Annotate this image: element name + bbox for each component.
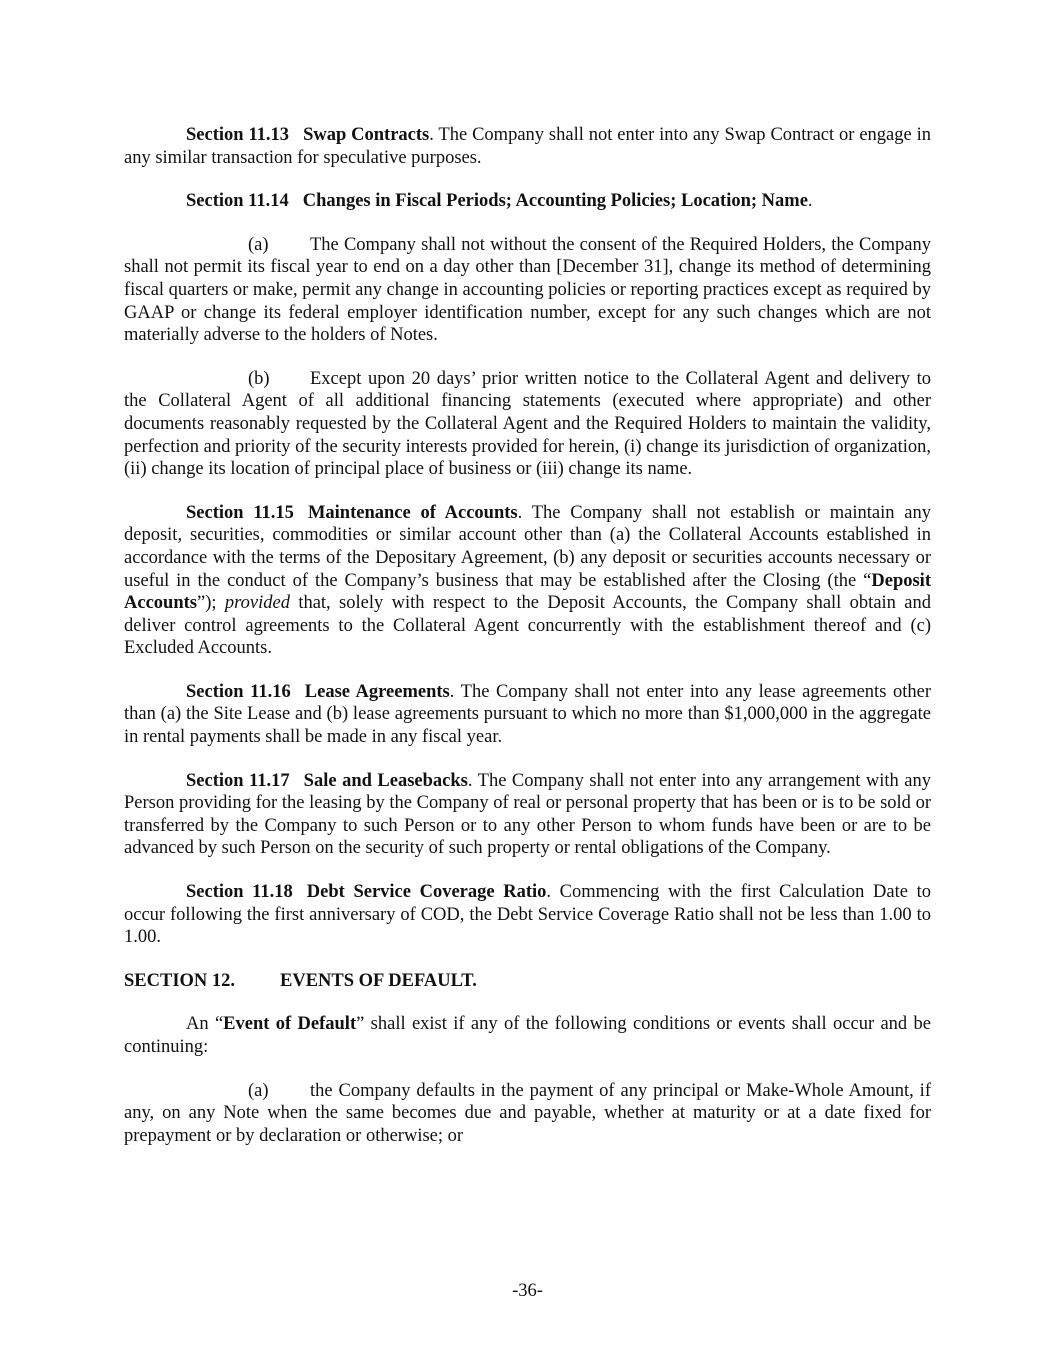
clause-text: The Company shall not without the consent of the Required Holders, the Company shall not permit its fiscal year to end on a day other than [December 31], change its method of determining fiscal quarters or make, permit any change in accounting policies or reporting practices except as required by GAAP or change its federal employer identification number, except for any such changes which are not materially adverse to the holders of Notes. — [124, 234, 931, 346]
section-text: . The Company shall not establish or maintain any deposit, securities, commodities or similar account other than (a) the Collateral Accounts established in accordance with the terms of the Depositary Agreement, (b) any deposit or securities accounts necessary or useful in the conduct of the Company’s business that may be established after the Closing (the “ — [124, 502, 932, 591]
defined-term: Event of Default — [223, 1014, 357, 1035]
section-11-13 — [124, 124, 931, 169]
section-title: EVENTS OF DEFAULT. — [280, 970, 477, 991]
section-number: SECTION 12. — [124, 970, 236, 991]
section-number: Section 11.16 — [186, 681, 291, 702]
section-11-15 — [124, 502, 931, 660]
section-11-17 — [124, 770, 931, 860]
section-title-end: . — [807, 191, 813, 212]
section-title: Debt Service Coverage Ratio — [306, 882, 547, 903]
section-title: Sale and Leasebacks — [303, 770, 468, 791]
section-12-heading — [124, 970, 931, 993]
section-12-intro — [124, 1013, 931, 1058]
section-number: Section 11.15 — [186, 502, 294, 523]
document-page — [124, 124, 931, 1168]
section-text: . The Company shall not enter into any Swap Contract or engage in any similar transaction for speculative purposes. — [124, 125, 932, 168]
section-title: Changes in Fiscal Periods; Accounting Policies; Location; Name — [302, 191, 808, 212]
section-text: . The Company shall not enter into any arrangement with any Person providing for the leasing by the Company of real or personal property that has been or is to be sold or transferred by the Company to such Person or to any other Person to whom funds have been or are to be advanced by such Person on the security of such property or rental obligations of the Company. — [124, 770, 932, 859]
intro-text: ” shall exist if any of the following conditions or events shall occur and be continuing: — [124, 1014, 931, 1057]
section-text: that, solely with respect to the Deposit Accounts, the Company shall obtain and deliver control agreements to the Collateral Agent concurrently with the establishment thereof and (c) Excluded Accounts. — [124, 593, 931, 659]
section-number: Section 11.17 — [186, 770, 290, 791]
section-11-18 — [124, 881, 931, 949]
clause-label: (a) — [248, 1080, 269, 1101]
section-11-14-a — [124, 234, 931, 347]
clause-label: (a) — [248, 234, 269, 255]
section-text: . The Company shall not enter into any lease agreements other than (a) the Site Lease and (b) lease agreements pursuant to which no more than $1,000,000 in the aggregate in rental payments shall be made in any fiscal year. — [124, 681, 932, 748]
section-11-14-b — [124, 368, 931, 481]
intro-text: An “ — [186, 1014, 224, 1035]
defined-term: Deposit Accounts — [124, 570, 931, 614]
section-text: ”); — [196, 593, 225, 614]
section-title: Maintenance of Accounts — [307, 502, 518, 523]
section-title: Swap Contracts — [303, 125, 430, 145]
section-text: . Commencing with the first Calculation Date to occur following the first anniversary of COD, the Debt Service Coverage Ratio shall not be less than 1.00 to 1.00. — [124, 882, 931, 948]
proviso-text: provided — [224, 593, 290, 614]
section-number: Section 11.14 — [186, 191, 289, 212]
section-11-16 — [124, 681, 931, 749]
section-number: Section 11.18 — [186, 882, 293, 903]
clause-label: (b) — [248, 368, 270, 389]
section-title: Lease Agreements — [304, 681, 450, 702]
section-number: Section 11.13 — [186, 125, 290, 145]
page-number: -36- — [512, 1281, 543, 1301]
clause-text: Except upon 20 days’ prior written notice to the Collateral Agent and delivery to the Collateral Agent of all additional financing statements (executed where appropriate) and other documents reasonably requested by the Collateral Agent and the Required Holders to maintain the validity, perfection and priority of the security interests provided for herein, (i) change its jurisdiction of organization, (ii) change its location of principal place of business or (iii) change its name. — [124, 368, 931, 480]
section-12-a — [124, 1080, 931, 1148]
clause-text: the Company defaults in the payment of any principal or Make-Whole Amount, if any, on any Note when the same becomes due and payable, whether at maturity or at a date fixed for prepayment or by declaration or otherwise; or — [124, 1080, 931, 1146]
section-11-14 — [124, 190, 931, 213]
